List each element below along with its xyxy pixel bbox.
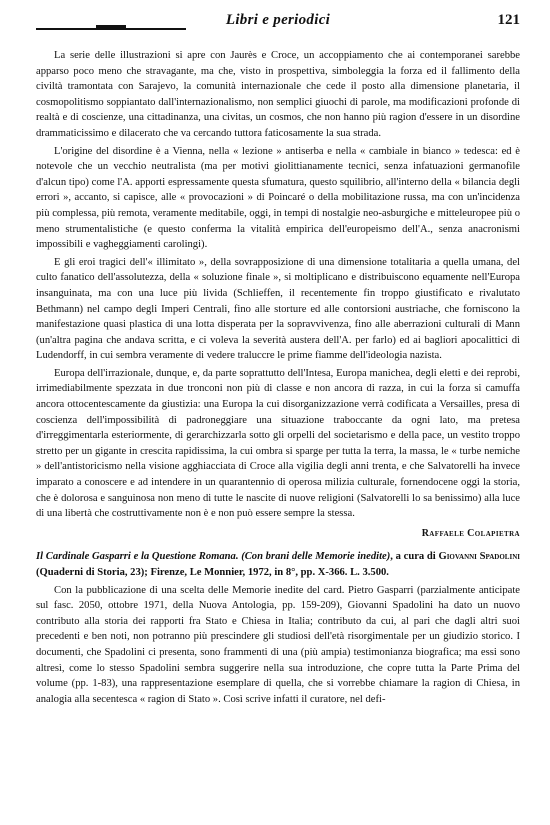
running-header [36,12,520,34]
running-title: Libri e periodici [225,12,331,28]
review-paragraph: Con la pubblicazione di una scelta delle Memorie inedite del card. Pietro Gasparri (parzialmente anticipate sul fasc. 2050, ottobre 1971, della Nuova Antologia, pp. 159-209), Giovanni Spadolini ha dato un nuovo contributo alla storia dei rapporti fra Stato e Chiesa in Italia; contributo da cui, al pari che dagli altri suoi precedenti e ben noti, non potranno più prescindere gli studiosi dell'età risorgimentale per un giudizio storico. I documenti, che Spadolini ci presenta, sono frammenti di una (più ampia) testimonianza biografica; ma essi sono altresì, come lo stesso Spadolini sembra suggerire nella sua introduzione, che copre tutta la Parte Prima del volume (pp. 1-83), una rappresentazione esemplare di quella, che si vorrebbe chiamare la ragion di Chiesa, in analogia alla secentesca « ragion di Stato ». Così scrive infatti il curatore, nel defi- [36,584,520,705]
editor-prefix: , a cura di [390,551,436,563]
publication-details: (Quaderni di Storia, 23); Firenze, Le Monnier, 1972, in 8°, pp. X-366. L. 3.500. [36,567,389,578]
review-jaures-croce [36,48,520,541]
review-gasparri [36,549,520,707]
body-text [36,48,520,709]
review-paragraph: E gli eroi tragici dell'« illimitato », della sovrapposizione di una dimensione totalitaria a quella umana, del culto fanatico dell'assolutezza, della « soluzione finale », si moltiplicano e distribuiscono equamente nell'Europa insanguinata, ma con una luce più livida (Schlieffen, il recentemente fin troppo giustificato e rivalutato Bethmann) nel campo degli Imperi Centrali, fino alle storture ed alle contorsioni austriache, che forniscono la manifestazione quasi plastica di una lotta disperata per la sopravvivenza, fino alle aberrazioni culturali di Mann (un'altra pagina che andava scritta, e ci voleva la severità austera dell'A. per farlo) ed ai bagliori apocalittici di Ludendorff, in cui sembra veramente di vedere traluccre le prime fiamme dell'ideologia nazista. [36,256,520,362]
review-paragraph: Europa dell'irrazionale, dunque, e, da parte soprattutto dell'Intesa, Europa manichea, degli eletti e dei reprobi, irrimediabilmente spezzata in due tronconi non più di classe e non ancora di razza, in cui la forza si camuffa ancora ottocentescamente da giustizia: una Europa la cui disorganizzazione verrà codificata a Versailles, presa di coscienza dell'impossibilità di padroneggiare una situazione traboccante da ogni lato, ma pretesa d'irreggimentarla esteriormente, di gerarchizzarla sotto gli orpelli del societarismo e della pace, un vestito troppo stretto per un gigante in crescita rapidissima, la cui ombra si sparge per tutta la terra, la massa, le « turbe nemiche » dell'antistoricismo nella visione agghiacciata di Croce alla vigilia degli anni trenta, e che Salvatorelli ha invece imparato a conoscere e ad intendere in un quarantennio di operosa milizia culturale, fornendocene oggi la storia, che è dolorosa e sanguinosa non meno di tutte le nascite di nuove religioni (Salvatorelli lo sa benissimo) alla luce di una libertà che costruttivamente non è e non può essere sempre la stessa. [36,367,520,520]
page-number: 121 [497,12,520,28]
reviewer-signature: Raffaele Colapietra [421,527,520,539]
book-title: Il Cardinale Gasparri e la Questione Romana. (Con brani delle Memorie inedite) [36,551,391,563]
bibliographic-entry [36,549,520,580]
review-paragraph: L'origine del disordine è a Vienna, nella « lezione » antiserba e nella « cambiale in bianco » tedesca: ed è notevole che un vecchio neutralista (ma per motivi giolittianamente tecnici, senza infatuazioni germanofile d'alcun tipo) come l'A. apporti espressamente questa sfumatura, questo squilibrio, all'interno della « bilancia degli errori », accanto, si capisce, alle « provocazioni » di Poincaré o della mobilitazione russa, ma con un'incidenza più complessa, più remota, veramente meditabile, oggi, in tempi di nostalgie neo-asburgiche e mitteleuropee più o meno strumentalistiche (e questo conferma la vitalità empirica dell'europeismo dell'A., senza anacronismi impossibili e vagheggiamenti carolingi). [36,145,520,251]
review-paragraph: La serie delle illustrazioni si apre con Jaurès e Croce, un accoppiamento che ai contemporanei sarebbe apparso poco meno che stravagante, ma che, visto in prospettiva, simboleggia la forza ed il fallimento della civiltà tramontata con Sarajevo, la comunità internazionale che cede il posto alla dimensione planetaria, il cosmopolitismo soppiantato dall'internazionalismo, non semplici giuochi di parole, ma modificazioni profonde di realtà e di coscienze, una cittadinanza, una civitas, un cosmos, che non hanno più ragion d'essere in un disordine drammaticissimo e dilacerato che va cercando tuttora faticosamente la sua strada. [36,50,520,139]
editor-name: Giovanni Spadolini [438,551,520,563]
